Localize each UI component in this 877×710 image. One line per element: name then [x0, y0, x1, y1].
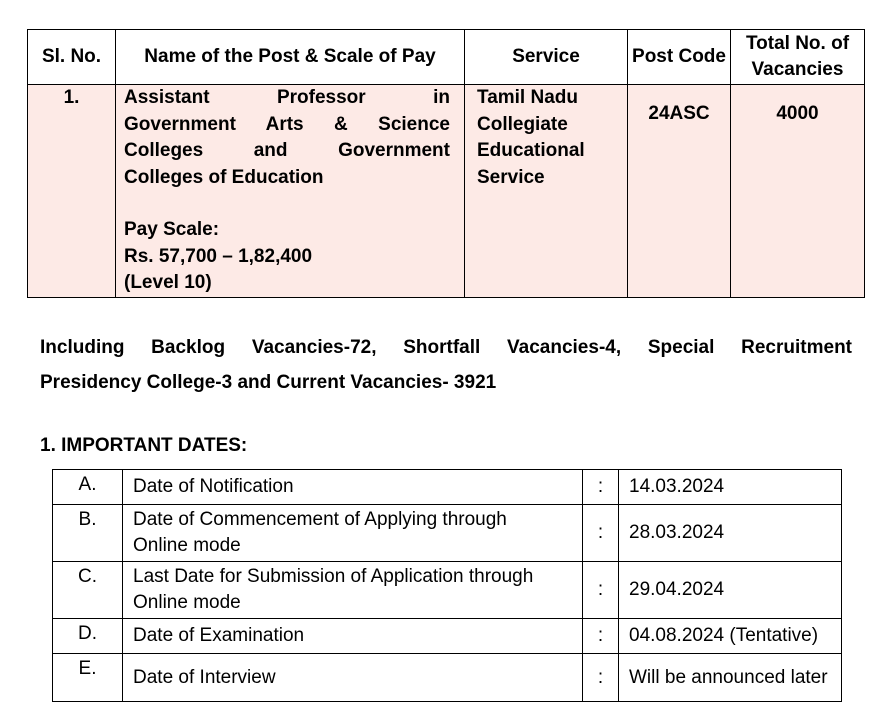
- date-row-a: [53, 470, 842, 505]
- row-colon: :: [583, 562, 619, 619]
- row-value: 04.08.2024 (Tentative): [619, 619, 842, 654]
- row-label: [123, 562, 583, 619]
- row-value: 29.04.2024: [619, 562, 842, 619]
- post-details-table: [27, 29, 865, 298]
- date-row-e: [53, 654, 842, 702]
- row-value: Will be announced later: [619, 654, 842, 702]
- post-name-line: Colleges of Education: [124, 166, 324, 188]
- cell-sl-no: 1.: [28, 85, 116, 298]
- date-row-c: [53, 562, 842, 619]
- service-line: Educational: [477, 140, 585, 161]
- note-line: Presidency College-3 and Current Vacancies- 3921: [40, 372, 497, 393]
- row-label: [123, 505, 583, 562]
- header-post-code: Post Code: [628, 30, 731, 85]
- cell-service: [465, 85, 628, 298]
- pay-scale-value: Rs. 57,700 – 1,82,400: [124, 245, 313, 267]
- service-line: Service: [477, 166, 545, 188]
- row-letter: C.: [53, 562, 123, 619]
- row-value: 28.03.2024: [619, 505, 842, 562]
- row-colon: :: [583, 505, 619, 562]
- pay-scale-block: [124, 217, 450, 297]
- cell-post-code: 24ASC: [628, 85, 731, 298]
- row-value: 14.03.2024: [619, 470, 842, 505]
- header-total-vacancies: Total No. of Vacancies: [731, 30, 865, 85]
- vacancy-breakdown-note: [40, 330, 852, 400]
- date-row-b: [53, 505, 842, 562]
- row-label: Date of Examination: [123, 619, 583, 654]
- row-label-line: Date of Commencement of Applying through: [133, 509, 507, 530]
- date-row-d: [53, 619, 842, 654]
- post-table-header-row: [28, 30, 865, 85]
- service-line: Tamil Nadu: [477, 87, 578, 108]
- row-label: Date of Notification: [123, 470, 583, 505]
- table-row: [28, 85, 865, 298]
- row-label-line: Online mode: [133, 592, 241, 613]
- row-letter: E.: [53, 654, 123, 702]
- row-letter: B.: [53, 505, 123, 562]
- post-name-line: Colleges and Government: [124, 140, 450, 161]
- post-name-line: Government Arts & Science: [124, 113, 450, 135]
- service-line: Collegiate: [477, 113, 568, 135]
- important-dates-table: [52, 469, 842, 702]
- row-label-line: Online mode: [133, 535, 241, 556]
- row-letter: A.: [53, 470, 123, 505]
- header-post-name: Name of the Post & Scale of Pay: [116, 30, 465, 85]
- pay-scale-label: Pay Scale:: [124, 219, 220, 240]
- cell-vacancies: 4000: [731, 85, 865, 298]
- row-colon: :: [583, 470, 619, 505]
- header-service: Service: [465, 30, 628, 85]
- note-line: Including Backlog Vacancies-72, Shortfall Vacancies-4, Special Recruitment: [40, 337, 852, 358]
- important-dates-heading: 1. IMPORTANT DATES:: [40, 435, 248, 456]
- row-colon: :: [583, 619, 619, 654]
- row-letter: D.: [53, 619, 123, 654]
- pay-level: (Level 10): [124, 272, 212, 293]
- row-colon: :: [583, 654, 619, 702]
- row-label: Date of Interview: [123, 654, 583, 702]
- row-label-line: Last Date for Submission of Application through: [133, 566, 534, 587]
- post-name-line: Assistant Professor in: [124, 87, 450, 108]
- header-sl-no: Sl. No.: [28, 30, 116, 85]
- cell-post-name: [116, 85, 465, 298]
